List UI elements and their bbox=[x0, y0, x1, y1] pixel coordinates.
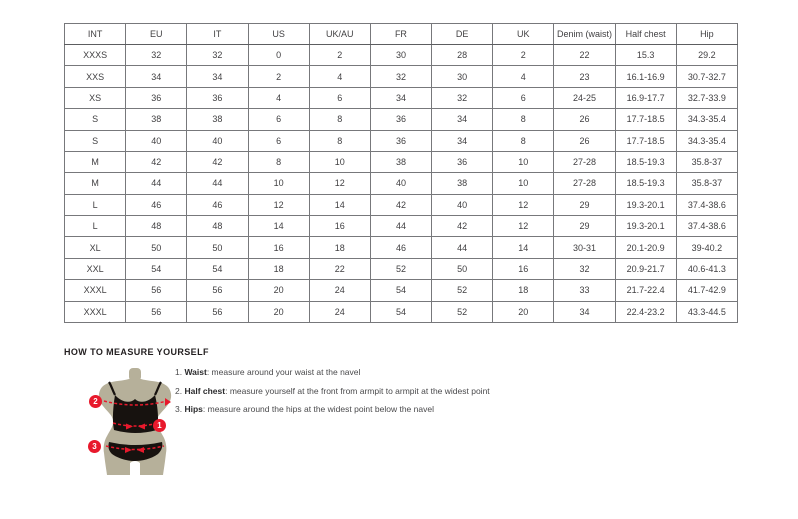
size-cell: 56 bbox=[187, 301, 248, 323]
size-cell: 16 bbox=[248, 237, 309, 258]
size-cell: 48 bbox=[126, 216, 187, 237]
size-cell: 34.3-35.4 bbox=[676, 130, 737, 151]
size-cell: 30.7-32.7 bbox=[676, 66, 737, 87]
size-cell: 32 bbox=[126, 45, 187, 66]
column-header: Half chest bbox=[615, 24, 676, 45]
size-cell: 10 bbox=[309, 151, 370, 172]
size-cell: 8 bbox=[248, 151, 309, 172]
size-cell: 40 bbox=[187, 130, 248, 151]
size-cell: 36 bbox=[126, 87, 187, 108]
size-cell: 6 bbox=[309, 87, 370, 108]
size-cell: 42 bbox=[126, 151, 187, 172]
size-row bbox=[65, 237, 738, 258]
size-cell: 8 bbox=[493, 130, 554, 151]
marker-waist bbox=[153, 419, 166, 432]
size-cell: 36 bbox=[187, 87, 248, 108]
size-cell: 41.7-42.9 bbox=[676, 280, 737, 301]
size-row bbox=[65, 173, 738, 194]
size-cell: 46 bbox=[126, 194, 187, 215]
size-cell: 32 bbox=[187, 45, 248, 66]
size-cell: 40 bbox=[432, 194, 493, 215]
size-cell: 14 bbox=[493, 237, 554, 258]
size-cell: 24 bbox=[309, 280, 370, 301]
size-cell: 36 bbox=[370, 130, 431, 151]
size-row bbox=[65, 151, 738, 172]
size-cell: 15.3 bbox=[615, 45, 676, 66]
size-row bbox=[65, 87, 738, 108]
size-cell: 37.4-38.6 bbox=[676, 216, 737, 237]
size-row bbox=[65, 45, 738, 66]
size-cell: 18.5-19.3 bbox=[615, 173, 676, 194]
size-cell: 16.1-16.9 bbox=[615, 66, 676, 87]
size-cell: 20 bbox=[493, 301, 554, 323]
measure-step-half-chest bbox=[175, 386, 490, 396]
size-cell: 40 bbox=[126, 130, 187, 151]
size-cell: 4 bbox=[493, 66, 554, 87]
size-cell: 12 bbox=[493, 194, 554, 215]
size-cell: 35.8-37 bbox=[676, 173, 737, 194]
size-row bbox=[65, 216, 738, 237]
size-cell: 18 bbox=[493, 280, 554, 301]
size-cell: 27-28 bbox=[554, 151, 615, 172]
size-row bbox=[65, 130, 738, 151]
size-cell: 44 bbox=[370, 216, 431, 237]
size-cell: 36 bbox=[432, 151, 493, 172]
size-cell: 16.9-17.7 bbox=[615, 87, 676, 108]
size-cell: 6 bbox=[248, 130, 309, 151]
size-cell: 12 bbox=[248, 194, 309, 215]
size-cell: 38 bbox=[432, 173, 493, 194]
mannequin-figure bbox=[83, 366, 188, 478]
size-cell: S bbox=[65, 109, 126, 130]
size-cell: 19.3-20.1 bbox=[615, 194, 676, 215]
size-cell: 35.8-37 bbox=[676, 151, 737, 172]
step-text: : measure around the hips at the widest point below the navel bbox=[202, 404, 434, 414]
size-cell: 30 bbox=[432, 66, 493, 87]
column-header: EU bbox=[126, 24, 187, 45]
size-cell: 8 bbox=[493, 109, 554, 130]
size-cell: 54 bbox=[126, 258, 187, 279]
size-cell: 33 bbox=[554, 280, 615, 301]
size-cell: 0 bbox=[248, 45, 309, 66]
size-cell: 18 bbox=[248, 258, 309, 279]
size-cell: 40.6-41.3 bbox=[676, 258, 737, 279]
size-cell: 19.3-20.1 bbox=[615, 216, 676, 237]
size-cell: 44 bbox=[432, 237, 493, 258]
size-cell: 34 bbox=[187, 66, 248, 87]
column-header: FR bbox=[370, 24, 431, 45]
size-cell: 30-31 bbox=[554, 237, 615, 258]
size-cell: 6 bbox=[493, 87, 554, 108]
size-cell: 4 bbox=[248, 87, 309, 108]
size-cell: 4 bbox=[309, 66, 370, 87]
size-cell: 24 bbox=[309, 301, 370, 323]
size-cell: 54 bbox=[370, 301, 431, 323]
size-cell: 38 bbox=[126, 109, 187, 130]
column-header: Hip bbox=[676, 24, 737, 45]
size-cell: 54 bbox=[187, 258, 248, 279]
size-cell: 39-40.2 bbox=[676, 237, 737, 258]
step-label: Half chest bbox=[184, 385, 226, 396]
size-cell: XXXS bbox=[65, 45, 126, 66]
marker-waist-number: 1 bbox=[157, 421, 162, 430]
size-cell: 10 bbox=[493, 173, 554, 194]
size-cell: 34 bbox=[126, 66, 187, 87]
size-cell: 2 bbox=[248, 66, 309, 87]
size-cell: 32.7-33.9 bbox=[676, 87, 737, 108]
size-table-container bbox=[64, 23, 738, 323]
size-cell: 34 bbox=[554, 301, 615, 323]
size-cell: 42 bbox=[187, 151, 248, 172]
size-row bbox=[65, 280, 738, 301]
size-cell: XXS bbox=[65, 66, 126, 87]
size-cell: 17.7-18.5 bbox=[615, 109, 676, 130]
size-cell: 10 bbox=[248, 173, 309, 194]
swimsuit-top bbox=[113, 395, 158, 433]
marker-half-chest bbox=[89, 395, 102, 408]
size-cell: 12 bbox=[493, 216, 554, 237]
size-cell: 20.9-21.7 bbox=[615, 258, 676, 279]
size-cell: 17.7-18.5 bbox=[615, 130, 676, 151]
size-cell: 8 bbox=[309, 109, 370, 130]
size-cell: 44 bbox=[187, 173, 248, 194]
step-label: Waist bbox=[184, 367, 207, 377]
size-cell: 56 bbox=[126, 301, 187, 323]
size-cell: 29 bbox=[554, 216, 615, 237]
marker-hips-number: 3 bbox=[92, 442, 97, 451]
size-cell: 40 bbox=[370, 173, 431, 194]
size-cell: 26 bbox=[554, 109, 615, 130]
section-title: HOW TO MEASURE YOURSELF bbox=[64, 347, 209, 357]
size-cell: 42 bbox=[370, 194, 431, 215]
column-header: UK bbox=[493, 24, 554, 45]
size-cell: 32 bbox=[432, 87, 493, 108]
size-cell: 38 bbox=[187, 109, 248, 130]
size-cell: 26 bbox=[554, 130, 615, 151]
size-cell: L bbox=[65, 216, 126, 237]
step-number: 3. bbox=[175, 404, 183, 414]
header-row bbox=[65, 24, 738, 45]
size-cell: 38 bbox=[370, 151, 431, 172]
size-cell: 18.5-19.3 bbox=[615, 151, 676, 172]
size-cell: 56 bbox=[126, 280, 187, 301]
marker-half-chest-number: 2 bbox=[93, 397, 98, 406]
size-cell: 56 bbox=[187, 280, 248, 301]
size-cell: 14 bbox=[309, 194, 370, 215]
size-row bbox=[65, 258, 738, 279]
size-row bbox=[65, 194, 738, 215]
size-cell: 54 bbox=[370, 280, 431, 301]
size-cell: 43.3-44.5 bbox=[676, 301, 737, 323]
size-cell: M bbox=[65, 151, 126, 172]
size-cell: 22 bbox=[554, 45, 615, 66]
measure-step-waist bbox=[175, 367, 490, 377]
size-cell: 34 bbox=[432, 130, 493, 151]
size-cell: 20 bbox=[248, 301, 309, 323]
column-header: US bbox=[248, 24, 309, 45]
size-cell: 21.7-22.4 bbox=[615, 280, 676, 301]
size-cell: 2 bbox=[493, 45, 554, 66]
size-cell: 22.4-23.2 bbox=[615, 301, 676, 323]
step-number: 2. bbox=[175, 385, 183, 396]
size-cell: XS bbox=[65, 87, 126, 108]
marker-hips bbox=[88, 440, 101, 453]
size-cell: 34.3-35.4 bbox=[676, 109, 737, 130]
step-text: : measure yourself at the front from armpit to armpit at the widest point bbox=[225, 385, 490, 396]
measurement-illustration bbox=[83, 366, 188, 478]
measure-steps bbox=[175, 367, 490, 423]
size-row bbox=[65, 109, 738, 130]
column-header: Denim (waist) bbox=[554, 24, 615, 45]
size-cell: 28 bbox=[432, 45, 493, 66]
size-cell: M bbox=[65, 173, 126, 194]
size-chart-table bbox=[64, 23, 738, 323]
size-cell: 14 bbox=[248, 216, 309, 237]
size-cell: 8 bbox=[309, 130, 370, 151]
step-text: : measure around your waist at the navel bbox=[206, 367, 361, 377]
size-cell: L bbox=[65, 194, 126, 215]
size-row bbox=[65, 66, 738, 87]
size-cell: 52 bbox=[432, 301, 493, 323]
size-cell: 50 bbox=[187, 237, 248, 258]
column-header: INT bbox=[65, 24, 126, 45]
column-header: IT bbox=[187, 24, 248, 45]
size-cell: 50 bbox=[126, 237, 187, 258]
size-cell: 34 bbox=[370, 87, 431, 108]
size-cell: 32 bbox=[554, 258, 615, 279]
size-cell: 23 bbox=[554, 66, 615, 87]
size-cell: 37.4-38.6 bbox=[676, 194, 737, 215]
size-cell: 30 bbox=[370, 45, 431, 66]
column-header: UK/AU bbox=[309, 24, 370, 45]
size-cell: 52 bbox=[432, 280, 493, 301]
size-cell: 36 bbox=[370, 109, 431, 130]
size-cell: 32 bbox=[370, 66, 431, 87]
size-cell: 20 bbox=[248, 280, 309, 301]
size-cell: 16 bbox=[493, 258, 554, 279]
size-cell: 12 bbox=[309, 173, 370, 194]
size-cell: 29 bbox=[554, 194, 615, 215]
size-cell: 27-28 bbox=[554, 173, 615, 194]
size-cell: 20.1-20.9 bbox=[615, 237, 676, 258]
size-cell: 29.2 bbox=[676, 45, 737, 66]
size-cell: 16 bbox=[309, 216, 370, 237]
measure-step-hips bbox=[175, 404, 490, 414]
size-cell: XXXL bbox=[65, 301, 126, 323]
size-cell: XXL bbox=[65, 258, 126, 279]
size-cell: 48 bbox=[187, 216, 248, 237]
size-cell: 2 bbox=[309, 45, 370, 66]
size-cell: 6 bbox=[248, 109, 309, 130]
size-cell: 24-25 bbox=[554, 87, 615, 108]
size-cell: 46 bbox=[187, 194, 248, 215]
size-cell: 42 bbox=[432, 216, 493, 237]
size-cell: 44 bbox=[126, 173, 187, 194]
size-cell: 50 bbox=[432, 258, 493, 279]
size-cell: 34 bbox=[432, 109, 493, 130]
step-label: Hips bbox=[184, 404, 203, 414]
size-cell: 52 bbox=[370, 258, 431, 279]
size-cell: 46 bbox=[370, 237, 431, 258]
step-number: 1. bbox=[175, 367, 183, 377]
size-cell: XL bbox=[65, 237, 126, 258]
size-cell: XXXL bbox=[65, 280, 126, 301]
size-row bbox=[65, 301, 738, 323]
size-cell: 22 bbox=[309, 258, 370, 279]
size-cell: S bbox=[65, 130, 126, 151]
size-cell: 18 bbox=[309, 237, 370, 258]
size-cell: 10 bbox=[493, 151, 554, 172]
column-header: DE bbox=[432, 24, 493, 45]
